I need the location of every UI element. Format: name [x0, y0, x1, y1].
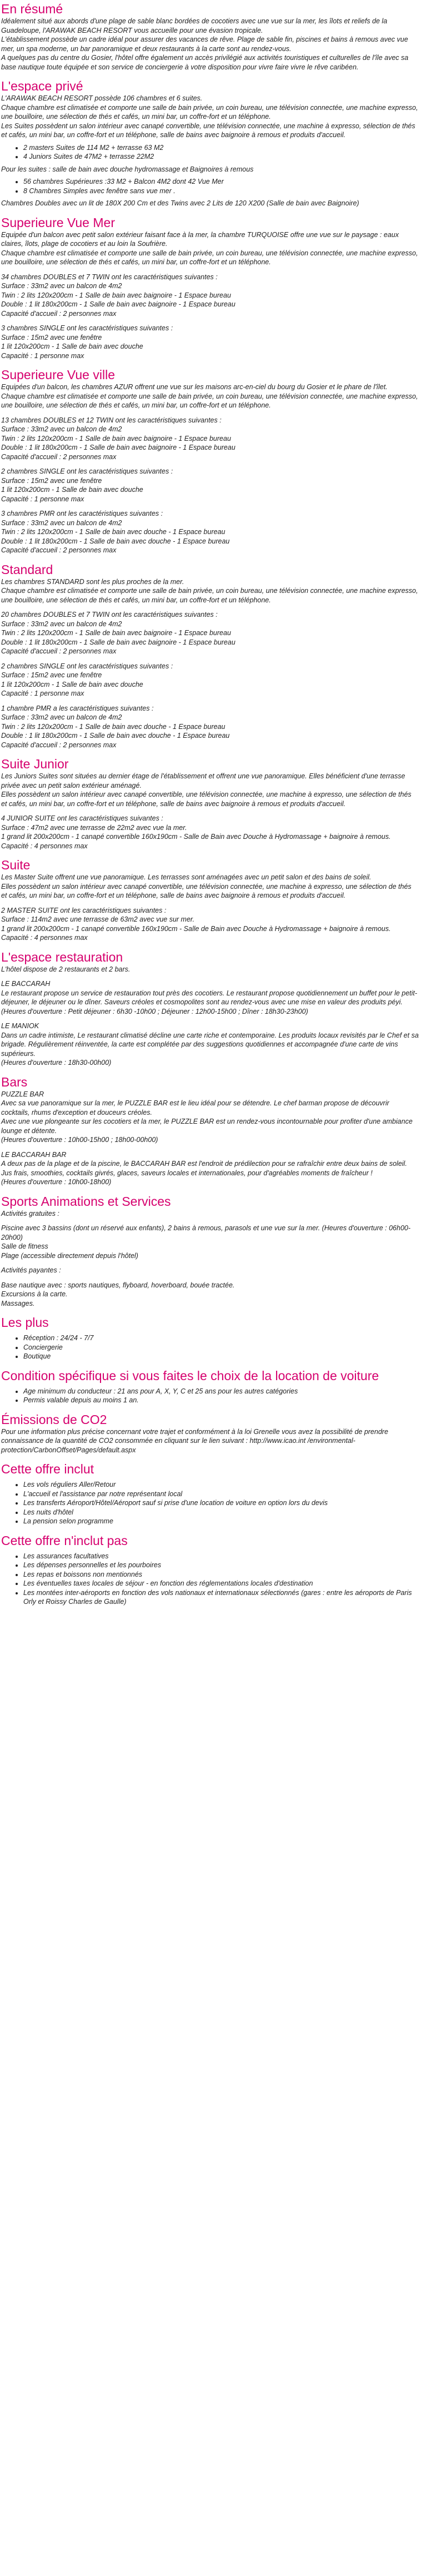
room-block: [1, 273, 419, 319]
section-title: Cette offre n'inclut pas: [1, 1533, 128, 1548]
list: [1, 1480, 419, 1526]
block-line: (Heures d'ouverture : Petit déjeuner : 6h30 -10h00 ; Déjeuner : 12h00-15h00 ; Dîner : 18h30-23h00): [1, 1007, 308, 1015]
block-line: Surface : 33m2 avec un balcon de 4m2: [1, 425, 122, 433]
block-line: Surface : 33m2 avec un balcon de 4m2: [1, 713, 122, 721]
paragraph: L'hôtel dispose de 2 restaurants et 2 bars.: [1, 965, 131, 973]
section-title: Superieure Vue ville: [1, 368, 115, 382]
block-line: 34 chambres DOUBLES et 7 TWIN ont les caractéristiques suivantes :: [1, 273, 218, 281]
activities-block: [1, 1281, 419, 1309]
block-line: 2 MASTER SUITE ont les caractéristiques suivantes :: [1, 906, 167, 914]
list: [1, 1334, 419, 1361]
restaurant-block: [1, 1022, 419, 1068]
block-line: 1 lit 120x200cm - 1 Salle de bain avec douche: [1, 486, 143, 494]
paragraph: Pour les suites : salle de bain avec douche hydromassage et Baignoires à remous: [1, 165, 254, 173]
bar-block: [1, 1090, 419, 1145]
restaurant-block: [1, 979, 419, 1016]
block-line: Double : 1 lit 180x200cm - 1 Salle de bain avec douche - 1 Espace bureau: [1, 732, 230, 739]
block-line: 1 grand lit 200x200cm - 1 canapé convertible 160x190cm - Salle de Bain avec Douche à Hydromassage + baignoire à remous.: [1, 833, 391, 841]
paragraph: Activités gratuites :: [1, 1209, 59, 1217]
list-item: • Les vols réguliers Aller/Retour: [23, 1480, 419, 1490]
block-line: Dans un cadre intimiste, Le restaurant climatisé décline une carte riche et contemporaine. Les produits locaux revisités par le Chef et sa brigade. Régulièrement réinventée, la carte est complétée par des suggestions quotidiennes et accompagnée d'une carte de vins supérieurs.: [1, 1031, 419, 1058]
section-title: Condition spécifique si vous faites le choix de la location de voiture: [1, 1368, 379, 1383]
list: [1, 1387, 419, 1405]
paragraph: Pour une information plus précise concernant votre trajet et conformément à la loi Grenelle vous avez la possibilité de prendre connaissance de la quantité de CO2 consommée en cliquant sur le lien suivant : http://www.icao.int /environmental-protection/CarbonOffset/Pages/default.aspx: [1, 1427, 388, 1454]
block-line: 3 chambres SINGLE ont les caractéristiques suivantes :: [1, 324, 173, 332]
block-line: Double : 1 lit 180x200cm - 1 Salle de bain avec baignoire - 1 Espace bureau: [1, 638, 235, 646]
section-sports-animations-services: [1, 1194, 419, 1309]
activities-block: [1, 1224, 419, 1260]
block-line: Capacité : 4 personnes max: [1, 842, 88, 850]
section-title: Suite Junior: [1, 757, 69, 771]
block-line: 1 lit 120x200cm - 1 Salle de bain avec douche: [1, 680, 143, 688]
paragraph: A quelques pas du centre du Gosier, l'hôtel offre également un accès privilégié aux activités touristiques et culturelles de l'île avec sa base nautique toute équipée et son service de conciergerie à votre disposition pour vivre faire vivre le rêve caribéen.: [1, 54, 409, 71]
section-title: Suite: [1, 858, 31, 872]
section-emissions-co2: [1, 1412, 419, 1455]
block-line: PUZZLE BAR: [1, 1090, 44, 1098]
list-item: • L'accueil et l'assistance par notre représentant local: [23, 1490, 419, 1499]
block-line: (Heures d'ouverture : 18h30-00h00): [1, 1059, 112, 1066]
paragraph: Chambres Doubles avec un lit de 180X 200 Cm et des Twins avec 2 Lits de 120 X200 (Salle de bain avec Baignoire): [1, 199, 359, 207]
block-line: Capacité d'accueil : 2 personnes max: [1, 741, 117, 749]
list-item: • Réception : 24/24 - 7/7: [23, 1334, 419, 1343]
block-line: Capacité : 4 personnes max: [1, 934, 88, 942]
list: [1, 143, 419, 162]
section-title: Standard: [1, 562, 53, 577]
block-line: LE BACCARAH: [1, 980, 51, 988]
block-line: Avec sa vue panoramique sur la mer, le PUZZLE BAR est le lieu idéal pour se détendre. Le chef barman propose de découvrir cocktails, rhums d'exception et douceurs créoles.: [1, 1099, 389, 1116]
section-title: En résumé: [1, 2, 63, 16]
block-line: Twin : 2 lits 120x200cm - 1 Salle de bain avec douche - 1 Espace bureau: [1, 722, 225, 731]
paragraph: Les Master Suite offrent une vue panoramique. Les terrasses sont aménagées avec un petit salon et des bains de soleil.: [1, 873, 372, 881]
list-item: • Les assurances facultatives: [23, 1552, 419, 1561]
section-title: L'espace restauration: [1, 949, 123, 964]
paragraph: Chaque chambre est climatisée et comporte une salle de bain privée, un coin bureau, une télévision connectée, une machine expresso, une bouilloire, une sélection de thés et cafés, un mini bar, un coffre-fort et un téléphone.: [1, 587, 418, 604]
paragraph: Equipées d'un balcon, les chambres AZUR offrent une vue sur les maisons arc-en-ciel du bourg du Gosier et le phare de l'îlet.: [1, 383, 388, 391]
block-line: 20 chambres DOUBLES et 7 TWIN ont les caractéristiques suivantes :: [1, 611, 218, 618]
paragraph: Elles possèdent un salon intérieur avec canapé convertible, une télévision connectée, une machine à expresso, une sélection de thés et cafés, un mini bar, un coffre-fort et un téléphone, salle de bains avec baignoire à remous et produits d'accueil.: [1, 882, 412, 899]
block-line: Capacité : 1 personne max: [1, 690, 84, 697]
paragraph: L'ARAWAK BEACH RESORT possède 106 chambres et 6 suites.: [1, 94, 203, 102]
room-block: [1, 467, 419, 504]
list-item: • Les éventuelles taxes locales de séjour - en fonction des réglementations locales d'destination: [23, 1579, 419, 1588]
paragraph: Les Suites possèdent un salon intérieur avec canapé convertible, une télévision connectée, une machine à expresso, sélection de thés et cafés, un mini bar, un coffre-fort et un téléphone, salle de bains avec baignoire à remous et produits d'accueil.: [1, 122, 415, 139]
list: [1, 177, 419, 195]
list-item: • La pension selon programme: [23, 1517, 419, 1526]
block-line: Surface : 15m2 avec une fenêtre: [1, 671, 102, 679]
block-line: 4 JUNIOR SUITE ont les caractéristiques suivantes :: [1, 814, 163, 822]
room-block: [1, 814, 419, 851]
block-line: Activités payantes :: [1, 1266, 61, 1274]
block-line: Capacité d'accueil : 2 personnes max: [1, 452, 117, 461]
block-line: (Heures d'ouverture : 10h00-15h00 ; 18h00-00h00): [1, 1136, 158, 1144]
list-item: • Age minimum du conducteur : 21 ans pour A, X, Y, C et 25 ans pour les autres catégories: [23, 1387, 419, 1396]
block-line: Twin : 2 lits 120x200cm - 1 Salle de bain avec baignoire - 1 Espace bureau: [1, 291, 231, 299]
section-title: Les plus: [1, 1315, 49, 1330]
list-item: • 8 Chambres Simples avec fenêtre sans vue mer .: [23, 187, 419, 196]
section-title: Bars: [1, 1074, 28, 1089]
block-line: A deux pas de la plage et de la piscine, le BACCARAH BAR est l'endroit de prédilection pour se rafraîchir entre deux bains de soleil. Jus frais, smoothies, cocktails givrés, glaces, saveurs locales et internationales, pour d'agréables moments de fraîcheur !: [1, 1160, 407, 1177]
block-line: 2 chambres SINGLE ont les caractéristiques suivantes :: [1, 467, 173, 475]
room-block: [1, 906, 419, 943]
block-line: Capacité d'accueil : 2 personnes max: [1, 546, 117, 554]
list-item: • Les montées inter-aéroports en fonction des vols nationaux et internationaux sélectionnés (gares : entre les aéroports de Paris Orly et Roissy Charles de Gaulle): [23, 1588, 419, 1607]
section-title: Superieure Vue Mer: [1, 215, 115, 230]
block-line: Base nautique avec : sports nautiques, flyboard, hoverboard, bouée tractée.: [1, 1281, 235, 1289]
paragraph: Elles possèdent un salon intérieur avec canapé convertible, une télévision connectée, une machine à expresso, une sélection de thés et cafés, un mini bar, un coffre-fort et un téléphone, salle de bains avec baignoire à remous et produits d'accueil.: [1, 791, 412, 808]
block-line: Surface : 15m2 avec une fenêtre: [1, 476, 102, 485]
block-line: LE MANIOK: [1, 1022, 39, 1030]
block-line: 3 chambres PMR ont les caractéristiques suivantes :: [1, 510, 163, 517]
block-line: 1 lit 120x200cm - 1 Salle de bain avec douche: [1, 343, 143, 350]
section-offre-ninclut-pas: [1, 1533, 419, 1607]
block-line: Twin : 2 lits 120x200cm - 1 Salle de bain avec baignoire - 1 Espace bureau: [1, 629, 231, 637]
block-line: Double : 1 lit 180x200cm - 1 Salle de bain avec baignoire - 1 Espace bureau: [1, 300, 235, 308]
list-item: • 2 masters Suites de 114 M2 + terrasse 63 M2: [23, 143, 419, 153]
paragraph: Equipée d'un balcon avec petit salon extérieur faisant face à la mer, la chambre TURQUOISE offre une vue sur le paysage : eaux claires, îlots, plage de cocotiers et au loin la Soufrière.: [1, 230, 399, 248]
room-block: [1, 416, 419, 462]
section-en-resume: [1, 0, 419, 72]
section-superieure-vue-ville: [1, 367, 419, 555]
block-line: Capacité : 1 personne max: [1, 495, 84, 503]
list-item: • Les transferts Aéroport/Hôtel/Aéroport sauf si prise d'une location de voiture en option lors du devis: [23, 1498, 419, 1508]
block-line: Capacité d'accueil : 2 personnes max: [1, 647, 117, 655]
section-offre-inclut: [1, 1461, 419, 1526]
room-block: [1, 324, 419, 360]
paragraph: Chaque chambre est climatisée et comporte une salle de bain privée, un coin bureau, une télévision connectée, une machine expresso, une bouilloire, une sélection de thés et cafés, un mini bar, un coffre-fort et un téléphone.: [1, 103, 418, 120]
paragraph: Idéalement situé aux abords d'une plage de sable blanc bordées de cocotiers avec une vue sur la mer, les îlots et reliefs de la Guadeloupe, l'ARAWAK BEACH RESORT vous accueille pour une évasion tropicale.: [1, 17, 388, 34]
block-line: Capacité d'accueil : 2 personnes max: [1, 309, 117, 318]
room-block: [1, 610, 419, 656]
block-line: Surface : 33m2 avec un balcon de 4m2: [1, 620, 122, 628]
section-espace-restauration: [1, 949, 419, 1068]
block-line: Plage (accessible directement depuis l'hôtel): [1, 1251, 138, 1260]
section-bars: [1, 1074, 419, 1187]
list-item: • Conciergerie: [23, 1343, 419, 1352]
block-line: (Heures d'ouverture : 10h00-18h00): [1, 1178, 112, 1186]
block-line: Twin : 2 lits 120x200cm - 1 Salle de bain avec douche - 1 Espace bureau: [1, 528, 225, 536]
block-line: Capacité : 1 personne max: [1, 351, 84, 360]
block-line: Le restaurant propose un service de restauration tout près des cocotiers. Le restaurant propose quotidiennement un buffet pour le petit-déjeuner, le déjeuner ou le dîner. Saveurs créoles et cosmopolites sont au rendez-vous avec une mise en valeur des produits péyi.: [1, 989, 418, 1006]
paragraph: Les chambres STANDARD sont les plus proches de la mer.: [1, 577, 184, 586]
block-line: Twin : 2 lits 120x200cm - 1 Salle de bain avec baignoire - 1 Espace bureau: [1, 434, 231, 442]
block-line: Double : 1 lit 180x200cm - 1 Salle de bain avec baignoire - 1 Espace bureau: [1, 444, 235, 451]
block-line: 1 chambre PMR a les caractéristiques suivantes :: [1, 704, 154, 712]
paragraph: Les Juniors Suites sont situées au dernier étage de l'établissement et offrent une vue panoramique. Elles bénéficient d'une terrasse privée avec un petit salon extérieur aménagé.: [1, 772, 405, 789]
block-line: Surface : 33m2 avec un balcon de 4m2: [1, 282, 122, 290]
section-condition-location-voiture: [1, 1368, 419, 1405]
section-suite-junior: [1, 756, 419, 851]
section-title: Émissions de CO2: [1, 1412, 107, 1427]
block-line: 2 chambres SINGLE ont les caractéristiques suivantes :: [1, 662, 173, 670]
section-standard: [1, 562, 419, 750]
block-line: Excursions à la carte.: [1, 1290, 68, 1298]
list-item: • Permis valable depuis au moins 1 an.: [23, 1396, 419, 1405]
block-line: Salle de fitness: [1, 1242, 48, 1250]
section-title: Sports Animations et Services: [1, 1194, 171, 1209]
paragraph: Chaque chambre est climatisée et comporte une salle de bain privée, un coin bureau, une télévision connectée, une machine expresso, une bouilloire, une sélection de thés et cafés, un mini bar, un coffre-fort et un téléphone.: [1, 249, 418, 266]
section-suite: [1, 857, 419, 943]
block-line: LE BACCARAH BAR: [1, 1150, 67, 1159]
section-les-plus: [1, 1315, 419, 1361]
block-line: Surface : 33m2 avec un balcon de 4m2: [1, 519, 122, 527]
list-item: • 4 Juniors Suites de 47M2 + terrasse 22M2: [23, 152, 419, 162]
block-line: Surface : 114m2 avec une terrasse de 63m2 avec vue sur mer.: [1, 915, 195, 923]
section-title: Cette offre inclut: [1, 1462, 94, 1476]
list-item: • Les dépenses personnelles et les pourboires: [23, 1561, 419, 1570]
section-superieure-vue-mer: [1, 215, 419, 361]
bar-block: [1, 1150, 419, 1187]
section-title: L'espace privé: [1, 79, 83, 93]
block-line: Surface : 47m2 avec une terrasse de 22m2 avec vue la mer.: [1, 823, 187, 832]
list-item: • Les repas et boissons non mentionnés: [23, 1570, 419, 1579]
list-item: • Boutique: [23, 1352, 419, 1361]
activities-block: [1, 1266, 419, 1275]
list: [1, 1552, 419, 1607]
list-item: • Les nuits d'hôtel: [23, 1508, 419, 1517]
room-block: [1, 704, 419, 750]
block-line: 13 chambres DOUBLES et 12 TWIN ont les caractéristiques suivantes :: [1, 416, 222, 424]
paragraph: L'établissement possède un cadre idéal pour assurer des vacances de rêve. Plage de sable fin, piscines et bains à remous avec vue mer, un spa moderne, un bar panoramique et deux restaurants à la carte sont au rendez-vous.: [1, 36, 408, 53]
section-espace-prive: [1, 78, 419, 208]
block-line: Double : 1 lit 180x200cm - 1 Salle de bain avec douche - 1 Espace bureau: [1, 537, 230, 545]
room-block: [1, 662, 419, 698]
block-line: Massages.: [1, 1299, 35, 1307]
block-line: Piscine avec 3 bassins (dont un réservé aux enfants), 2 bains à remous, parasols et une vue sur la mer. (Heures d'ouverture : 06h00-20h00): [1, 1224, 411, 1241]
paragraph: Chaque chambre est climatisée et comporte une salle de bain privée, un coin bureau, une télévision connectée, une machine expresso, une bouilloire, une sélection de thés et cafés, un mini bar, un coffre-fort et un téléphone.: [1, 392, 418, 409]
block-line: Surface : 15m2 avec une fenêtre: [1, 333, 102, 341]
block-line: 1 grand lit 200x200cm - 1 canapé convertible 160x190cm - Salle de Bain avec Douche à Hydromassage + baignoire à remous.: [1, 924, 391, 933]
block-line: Avec une vue plongeante sur les cocotiers et la mer, le PUZZLE BAR est un rendez-vous incontournable pour profiter d'une ambiance lounge et détente.: [1, 1118, 413, 1135]
list-item: • 56 chambres Supérieures :33 M2 + Balcon 4M2 dont 42 Vue Mer: [23, 177, 419, 187]
room-block: [1, 509, 419, 555]
